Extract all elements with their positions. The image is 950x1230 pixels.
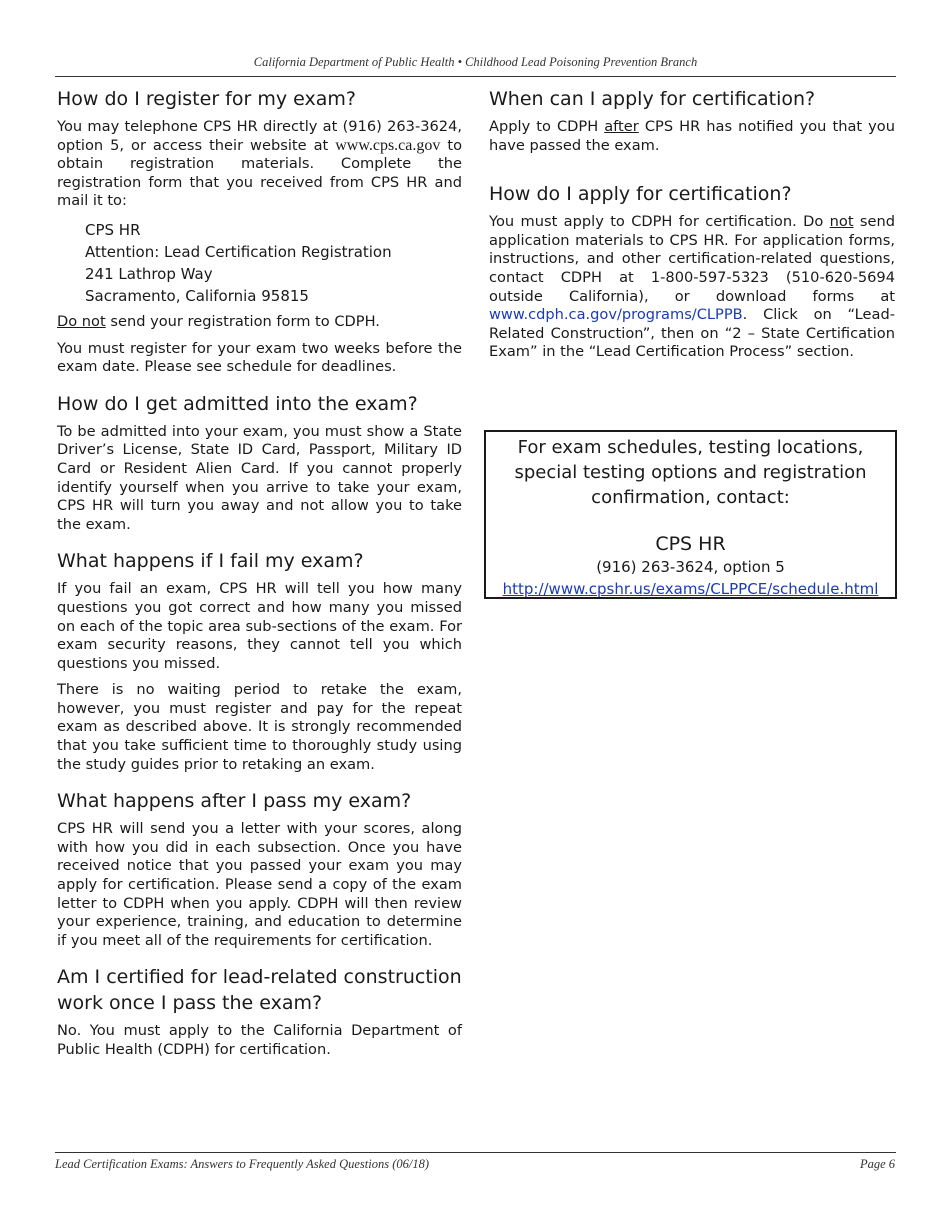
contact-phone: (916) 263-3624, option 5 xyxy=(596,558,785,576)
address-line-1: CPS HR xyxy=(85,220,141,239)
when-apply-text-b: CPS HR has notified you that you have passed the exam. xyxy=(489,118,895,154)
footer-divider xyxy=(55,1152,896,1153)
header-divider xyxy=(55,76,896,77)
heading-admitted: How do I get admitted into the exam? xyxy=(57,392,418,415)
address-line-2: Attention: Lead Certification Registration xyxy=(85,242,392,261)
mailing-address xyxy=(85,219,462,307)
contact-org: CPS HR xyxy=(655,533,726,555)
when-apply-text-a: Apply to CDPH xyxy=(489,118,605,135)
how-apply-text-a: You must apply to CDPH for certification. Do xyxy=(489,213,830,231)
certified-paragraph: No. You must apply to the California Department of Public Health (CDPH) for certification. xyxy=(57,1022,462,1058)
address-line-4: Sacramento, California 95815 xyxy=(85,286,309,305)
register-text-b: to obtain registration materials. Complete the registration form that you received from CPS HR and mail it to: xyxy=(57,136,463,210)
how-apply-text-b: send application materials to CPS HR. For application forms, instructions, and other certification-related questions, contact CDPH at 1-800-597-5323 (510-620-5694 outside California), or download forms at xyxy=(489,213,896,305)
heading-when-apply: When can I apply for certification? xyxy=(489,88,816,110)
register-deadline-paragraph: You must register for your exam two weeks before the exam date. Please see schedule for deadlines. xyxy=(57,339,462,376)
heading-how-apply: How do I apply for certification? xyxy=(489,183,792,206)
cps-website-link[interactable]: www.cps.ca.gov xyxy=(335,136,441,154)
register-paragraph xyxy=(57,118,462,211)
how-apply-paragraph xyxy=(489,213,895,362)
heading-fail: What happens if I fail my exam? xyxy=(57,550,364,573)
contact-lead: For exam schedules, testing locations, special testing options and registration confirmation, contact: xyxy=(514,437,867,508)
admitted-paragraph: To be admitted into your exam, you must show a State Driver’s License, State ID Card, Passport, Military ID Card or Resident Alien Card. If you cannot properly identify yourself when you arrive to take your exam, CPS HR will turn you away and not allow you to take the exam. xyxy=(57,422,462,533)
heading-pass: What happens after I pass my exam? xyxy=(57,790,412,813)
not-underlined: not xyxy=(829,213,854,231)
footer-title: Lead Certification Exams: Answers to Frequently Asked Questions (06/18) xyxy=(55,1157,430,1171)
fail-paragraph-2: There is no waiting period to retake the exam, however, you must register and pay for the repeat exam as described above. It is strongly recommended that you take sufficient time to thoroughly study using the study guides prior to retaking an exam. xyxy=(57,681,462,773)
when-apply-paragraph xyxy=(489,118,895,155)
after-underlined: after xyxy=(604,118,639,135)
register-text-a: You may telephone CPS HR directly at (916) 263-3624, option 5, or access their website at xyxy=(57,118,462,154)
how-apply-text-c: . Click on “Lead-Related Construction”, then on “2 – State Certification Exam” in the “Lead Certification Process” section. xyxy=(489,306,895,361)
address-line-3: 241 Lathrop Way xyxy=(85,264,213,283)
heading-register: How do I register for my exam? xyxy=(57,88,356,110)
pass-paragraph: CPS HR will send you a letter with your scores, along with how you did in each subsection. Once you have received notice that you passed your exam you may apply for certification. Please send a copy of the exam letter to CDPH when you apply. CDPH will then review your experience, training, and education to determine if you meet all of the requirements for certification. xyxy=(57,820,462,949)
page-header: California Department of Public Health • Childhood Lead Poisoning Prevention Branch xyxy=(253,55,698,69)
fail-paragraph-1: If you fail an exam, CPS HR will tell you how many questions you got correct and how many you missed on each of the topic area sub-sections of the exam. For exam security reasons, they cannot tell you which questions you missed. xyxy=(57,580,462,672)
right-column xyxy=(489,86,895,370)
contact-box xyxy=(484,430,897,599)
left-column xyxy=(57,86,462,1068)
heading-certified: Am I certified for lead-related construction work once I pass the exam? xyxy=(57,966,462,1015)
cdph-website-link[interactable]: www.cdph.ca.gov/programs/CLPPB xyxy=(489,306,743,324)
page-number: Page 6 xyxy=(859,1157,895,1171)
do-not-send-paragraph xyxy=(57,313,462,332)
schedule-link[interactable]: http://www.cpshr.us/exams/CLPPCE/schedule.html xyxy=(502,580,879,598)
do-not-send-text: send your registration form to CDPH. xyxy=(105,312,380,330)
do-not-underlined: Do not xyxy=(57,312,106,330)
